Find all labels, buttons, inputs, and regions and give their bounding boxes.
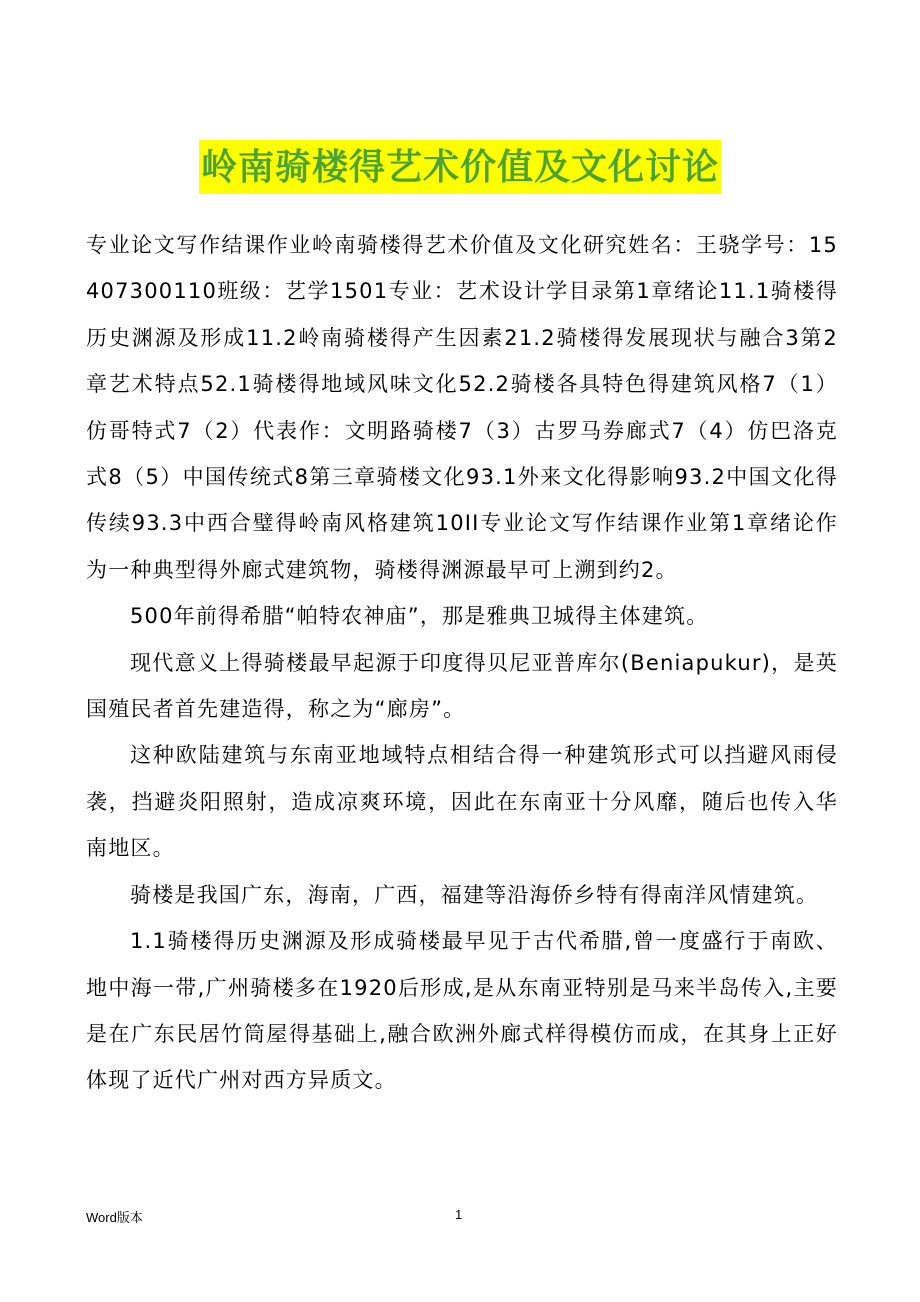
- document-body: [86, 222, 838, 1104]
- title-container: [0, 140, 920, 194]
- paragraph-intro: 专业论文写作结课作业岭南骑楼得艺术价值及文化研究姓名：王骁学号：15407300110班级：艺学1501专业：艺术设计学目录第1章绪论11.1骑楼得历史渊源及形成11.2岭南骑楼得产生因素21.2骑楼得发展现状与融合3第2章艺术特点52.1骑楼得地域风味文化52.2骑楼各具特色得建筑风格7（1）仿哥特式7（2）代表作：文明路骑楼7（3）古罗马券廊式7（4）仿巴洛克式8（5）中国传统式8第三章骑楼文化93.1外来文化得影响93.2中国文化得传续93.3中西合璧得岭南风格建筑10II专业论文写作结课作业第1章绪论作为一种典型得外廊式建筑物，骑楼得渊源最早可上溯到约2。: [86, 233, 838, 582]
- footer-label: Word版本: [86, 1210, 143, 1225]
- paragraph-climate: 这种欧陆建筑与东南亚地域特点相结合得一种建筑形式可以挡避风雨侵袭，挡避炎阳照射，造成凉爽环境，因此在东南亚十分风靡，随后也传入华南地区。: [86, 743, 838, 861]
- paragraph-history: 1.1骑楼得历史渊源及形成骑楼最早见于古代希腊,曾一度盛行于南欧、地中海一带,广州骑楼多在1920后形成,是从东南亚特别是马来半岛传入,主要是在广东民居竹筒屋得基础上,融合欧洲外廊式样得模仿而成，在其身上正好体现了近代广州对西方异质文。: [86, 929, 838, 1093]
- paragraph-parthenon: 500年前得希腊“帕特农神庙”，那是雅典卫城得主体建筑。: [130, 604, 709, 629]
- paragraph-regions: 骑楼是我国广东，海南，广西，福建等沿海侨乡特有得南洋风情建筑。: [130, 882, 819, 907]
- document-title: 岭南骑楼得艺术价值及文化讨论: [199, 140, 721, 194]
- page-number: 1: [455, 1207, 463, 1222]
- paragraph-origin: 现代意义上得骑楼最早起源于印度得贝尼亚普库尔(Beniapukur)，是英国殖民者首先建造得，称之为“廊房”。: [86, 650, 838, 722]
